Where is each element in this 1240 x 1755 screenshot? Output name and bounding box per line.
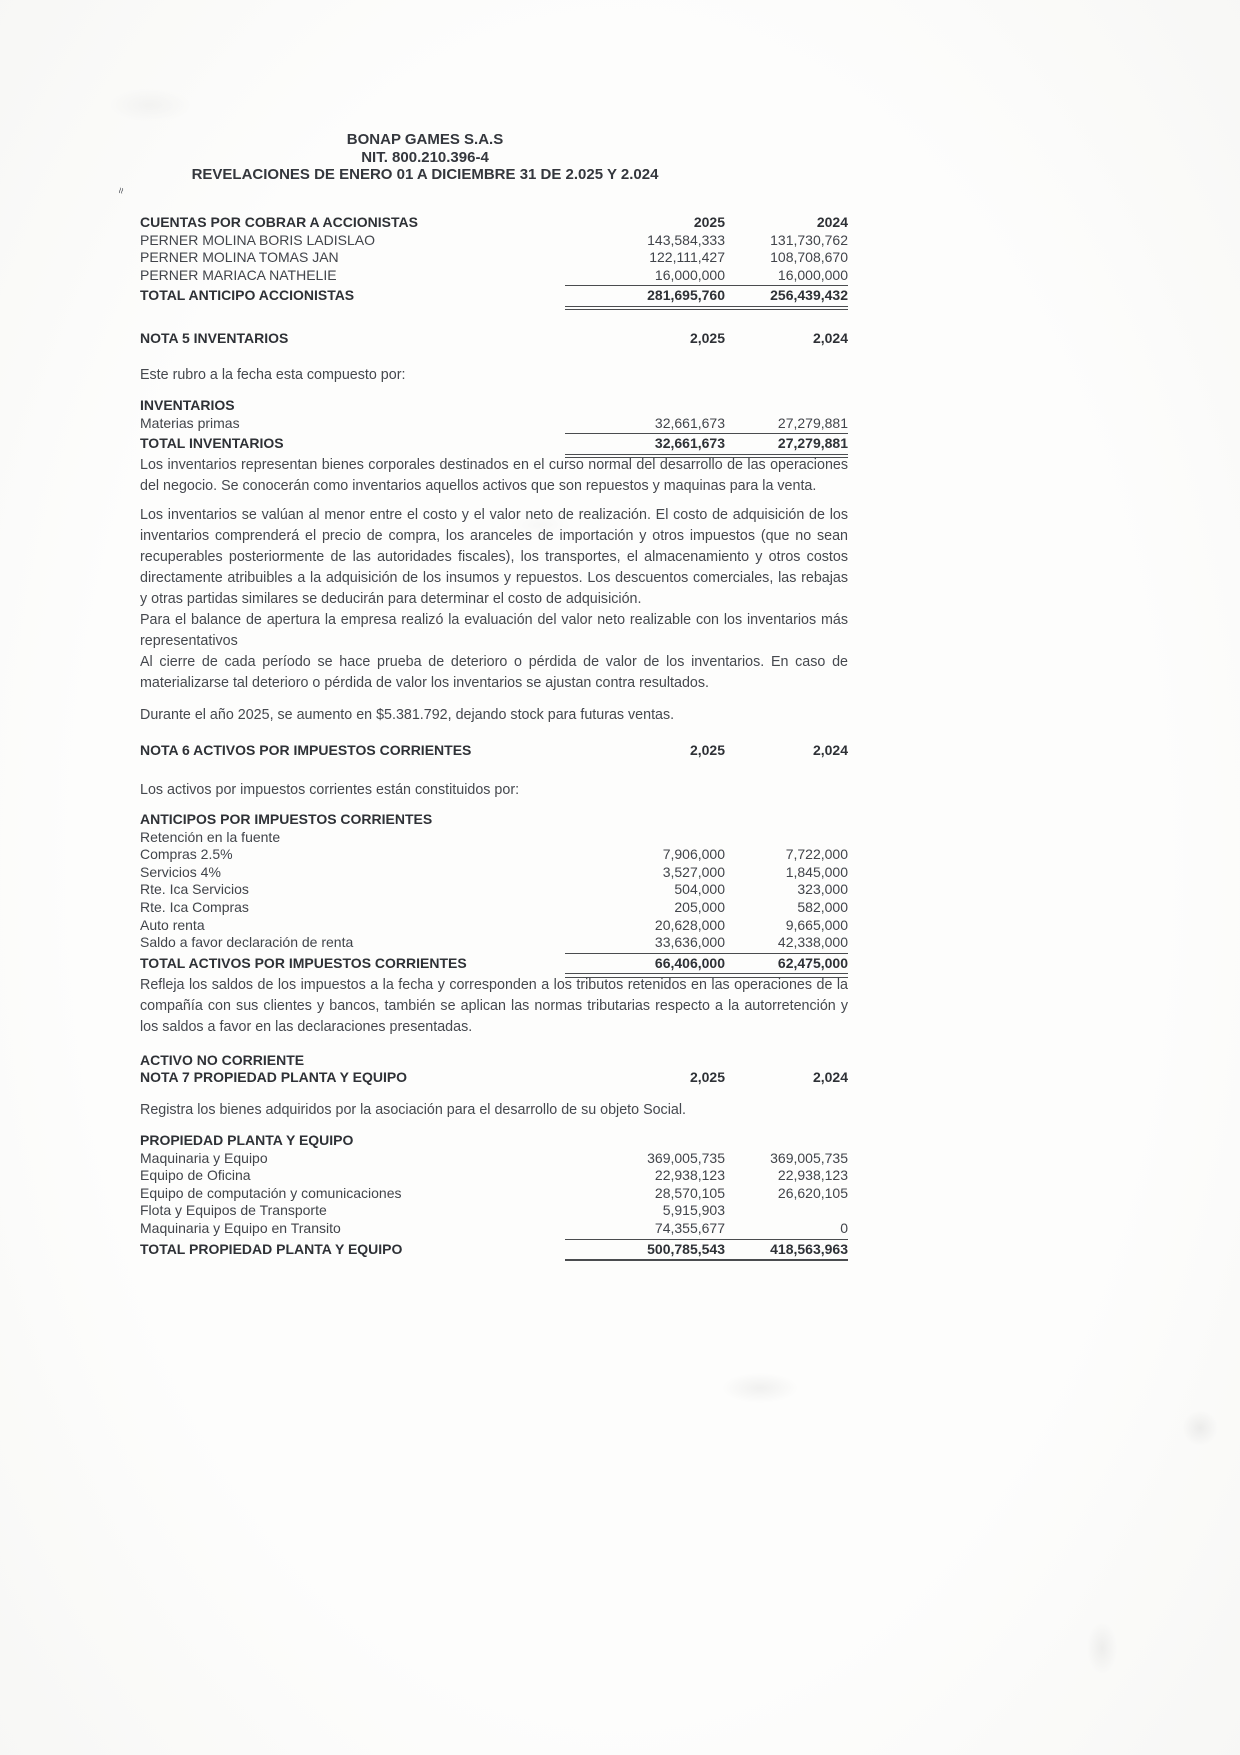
row-label: Retención en la fuente: [140, 828, 281, 845]
row-label: Maquinaria y Equipo en Transito: [140, 1219, 341, 1236]
row-label: Auto renta: [140, 916, 205, 933]
row-value-2025: 5,915,903: [662, 1202, 725, 1219]
table-rows: [140, 829, 848, 952]
total-value-2025: 281,695,760: [647, 287, 725, 304]
table-row: [140, 1167, 848, 1185]
row-value-2024: 131,730,762: [770, 231, 848, 248]
table-row: [140, 1150, 848, 1168]
nota7-intro: Registra los bienes adquiridos por la asociación para el desarrollo de su objeto Social.: [140, 1102, 686, 1118]
table-row: [140, 899, 848, 917]
table-row: [140, 232, 848, 250]
table-row: [140, 934, 848, 952]
company-nit: NIT. 800.210.396-4: [361, 148, 489, 166]
paragraph-impuestos: Refleja los saldos de los impuestos a la fecha y corresponden a los tributos retenidos en las operaciones de la compañía con sus clientes y bancos, también se aplican las normas tributarias respecto a la autorretención y los saldos a favor en las declaraciones presentadas.: [140, 977, 848, 1035]
table-double-rule: [565, 306, 848, 311]
row-value-2025: 16,000,000: [654, 266, 725, 283]
row-value-2025: 74,355,677: [654, 1219, 725, 1236]
nota6-col-2024: 2,024: [812, 742, 848, 758]
row-value-2024: 7,722,000: [785, 846, 848, 863]
nota7-col-2024: 2,024: [812, 1069, 848, 1085]
row-label: Materias primas: [140, 414, 240, 431]
table-header-row: [140, 214, 848, 232]
table-rule: [565, 953, 848, 954]
table-cuentas-por-cobrar: [140, 214, 848, 311]
table-inventarios: [140, 397, 848, 459]
row-label: Compras 2.5%: [140, 846, 233, 863]
company-name: BONAP GAMES S.A.S: [346, 131, 504, 148]
row-label: Saldo a favor declaración de renta: [140, 934, 354, 951]
table-title: CUENTAS POR COBRAR A ACCIONISTAS: [140, 214, 418, 230]
column-header-2025: 2025: [693, 214, 725, 230]
nota7-heading-row: [140, 1069, 848, 1087]
document-header: [0, 131, 850, 184]
table-row: [140, 1202, 848, 1220]
row-value-2024: 369,005,735: [770, 1149, 848, 1166]
row-value-2024: 26,620,105: [777, 1184, 848, 1201]
table-row: [140, 1220, 848, 1238]
table-propiedad-planta-equipo: [140, 1132, 848, 1262]
table-anticipos-impuestos: [140, 811, 848, 979]
row-value-2024: 9,665,000: [785, 916, 848, 933]
table-rows: [140, 415, 848, 433]
table-rule: [565, 285, 848, 286]
paragraph-inventarios-3: Para el balance de apertura la empresa realizó la evaluación del valor neto realizable con los inventarios más representativos: [140, 612, 848, 649]
row-value-2025: 369,005,735: [647, 1149, 725, 1166]
row-value-2025: 122,111,427: [649, 249, 725, 266]
row-value-2024: [725, 829, 848, 847]
table-row: [140, 829, 848, 847]
table-title: PROPIEDAD PLANTA Y EQUIPO: [140, 1132, 354, 1148]
row-label: PERNER MARIACA NATHELIE: [140, 266, 337, 283]
table-row: [140, 864, 848, 882]
paragraph-inventarios-2: Los inventarios se valúan al menor entre el costo y el valor neto de realización. El costo de adquisición de los inventarios comprenderá el precio de compra, los aranceles de importación y otros impuestos (que no sean recuperables posteriormente de las autoridades fiscales), los transportes, el almacenamiento y otros costos directamente atribuibles a la adquisición de los insumos y repuestos. Los descuentos comerciales, las rebajas y otras partidas similares se deducirán para determinar el costo de adquisición.: [140, 507, 848, 607]
total-value-2025: 66,406,000: [654, 954, 725, 971]
row-value-2025: 205,000: [674, 898, 725, 915]
total-label: TOTAL PROPIEDAD PLANTA Y EQUIPO: [140, 1240, 403, 1257]
row-label: Flota y Equipos de Transporte: [140, 1202, 327, 1219]
column-header-2024: 2024: [816, 214, 848, 230]
table-row: [140, 881, 848, 899]
row-value-2025: 504,000: [674, 881, 725, 898]
table-total-row: [140, 1241, 848, 1259]
nota7-heading: NOTA 7 PROPIEDAD PLANTA Y EQUIPO: [140, 1069, 408, 1085]
nota5-heading: NOTA 5 INVENTARIOS: [140, 330, 289, 346]
row-value-2024: 16,000,000: [777, 266, 848, 283]
row-value-2025: 32,661,673: [654, 414, 725, 431]
row-value-2024: 27,279,881: [777, 414, 848, 431]
row-label: PERNER MOLINA TOMAS JAN: [140, 249, 339, 266]
total-value-2025: 500,785,543: [647, 1240, 725, 1257]
row-label: Rte. Ica Servicios: [140, 881, 249, 898]
row-value-2025: 33,636,000: [654, 934, 725, 951]
nota6-heading: NOTA 6 ACTIVOS POR IMPUESTOS CORRIENTES: [140, 742, 472, 758]
row-value-2024: 1,845,000: [785, 863, 848, 880]
row-value-2024: 42,338,000: [777, 934, 848, 951]
total-label: TOTAL INVENTARIOS: [140, 435, 284, 452]
table-row: [140, 249, 848, 267]
row-value-2025: 7,906,000: [662, 846, 725, 863]
row-label: PERNER MOLINA BORIS LADISLAO: [140, 231, 375, 248]
report-title: REVELACIONES DE ENERO 01 A DICIEMBRE 31 DE 2.025 Y 2.024: [191, 166, 659, 183]
row-value-2025: 143,584,333: [647, 231, 725, 248]
row-label: Equipo de Oficina: [140, 1167, 251, 1184]
row-value-2025: [565, 829, 725, 847]
total-value-2024: 62,475,000: [777, 954, 848, 971]
row-value-2025: 28,570,105: [654, 1184, 725, 1201]
table-rows: [140, 232, 848, 285]
row-value-2024: 0: [840, 1219, 848, 1236]
row-label: Equipo de computación y comunicaciones: [140, 1184, 402, 1201]
scan-artifact-mark: ≈: [114, 186, 127, 194]
table-title: INVENTARIOS: [140, 397, 235, 413]
table-row: [140, 1185, 848, 1203]
table-total-row: [140, 955, 848, 973]
paragraph-inventarios-1: Los inventarios representan bienes corporales destinados en el curso normal del desarrollo de las operaciones del negocio. Se conocerán como inventarios aquellos activos que son repuestos y maquinas para la venta.: [140, 457, 848, 494]
row-value-2024: 323,000: [797, 881, 848, 898]
total-value-2024: 418,563,963: [770, 1240, 848, 1257]
total-value-2024: 27,279,881: [777, 435, 848, 452]
nota5-heading-row: [140, 330, 848, 348]
nota5-col-2025: 2,025: [689, 330, 725, 346]
total-value-2024: 256,439,432: [770, 287, 848, 304]
nota6-intro: Los activos por impuestos corrientes están constituidos por:: [140, 782, 520, 798]
activo-no-corriente-heading: ACTIVO NO CORRIENTE: [140, 1052, 305, 1068]
row-label: Servicios 4%: [140, 863, 221, 880]
nota7-col-2025: 2,025: [689, 1069, 725, 1085]
table-rule: [565, 433, 848, 434]
total-label: TOTAL ACTIVOS POR IMPUESTOS CORRIENTES: [140, 954, 467, 971]
row-value-2025: 20,628,000: [654, 916, 725, 933]
table-row: [140, 846, 848, 864]
row-value-2024: 22,938,123: [777, 1167, 848, 1184]
nota6-col-2025: 2,025: [689, 742, 725, 758]
row-value-2025: 22,938,123: [654, 1167, 725, 1184]
table-rule: [565, 1239, 848, 1240]
table-total-row: [140, 287, 848, 305]
row-value-2024: 582,000: [797, 898, 848, 915]
table-row: [140, 415, 848, 433]
row-value-2024: [725, 1202, 848, 1220]
table-bottom-rule: [565, 1259, 848, 1261]
row-value-2024: 108,708,670: [770, 249, 848, 266]
paragraph-inventarios-4: Al cierre de cada período se hace prueba de deterioro o pérdida de valor de los inventarios. En caso de materializarse tal deterioro o pérdida de valor los inventarios se ajustan contra resultados.: [140, 654, 848, 691]
table-title: ANTICIPOS POR IMPUESTOS CORRIENTES: [140, 811, 433, 827]
row-value-2025: 3,527,000: [662, 863, 725, 880]
nota5-col-2024: 2,024: [812, 330, 848, 346]
table-rows: [140, 1150, 848, 1238]
nota6-heading-row: [140, 742, 848, 760]
table-row: [140, 267, 848, 285]
row-label: Maquinaria y Equipo: [140, 1149, 268, 1166]
row-label: Rte. Ica Compras: [140, 898, 249, 915]
paragraph-inventarios-5: Durante el año 2025, se aumento en $5.381.792, dejando stock para futuras ventas.: [140, 707, 675, 723]
total-label: TOTAL ANTICIPO ACCIONISTAS: [140, 287, 355, 304]
table-row: [140, 917, 848, 935]
total-value-2025: 32,661,673: [654, 435, 725, 452]
table-total-row: [140, 435, 848, 453]
nota5-intro: Este rubro a la fecha esta compuesto por:: [140, 367, 406, 383]
